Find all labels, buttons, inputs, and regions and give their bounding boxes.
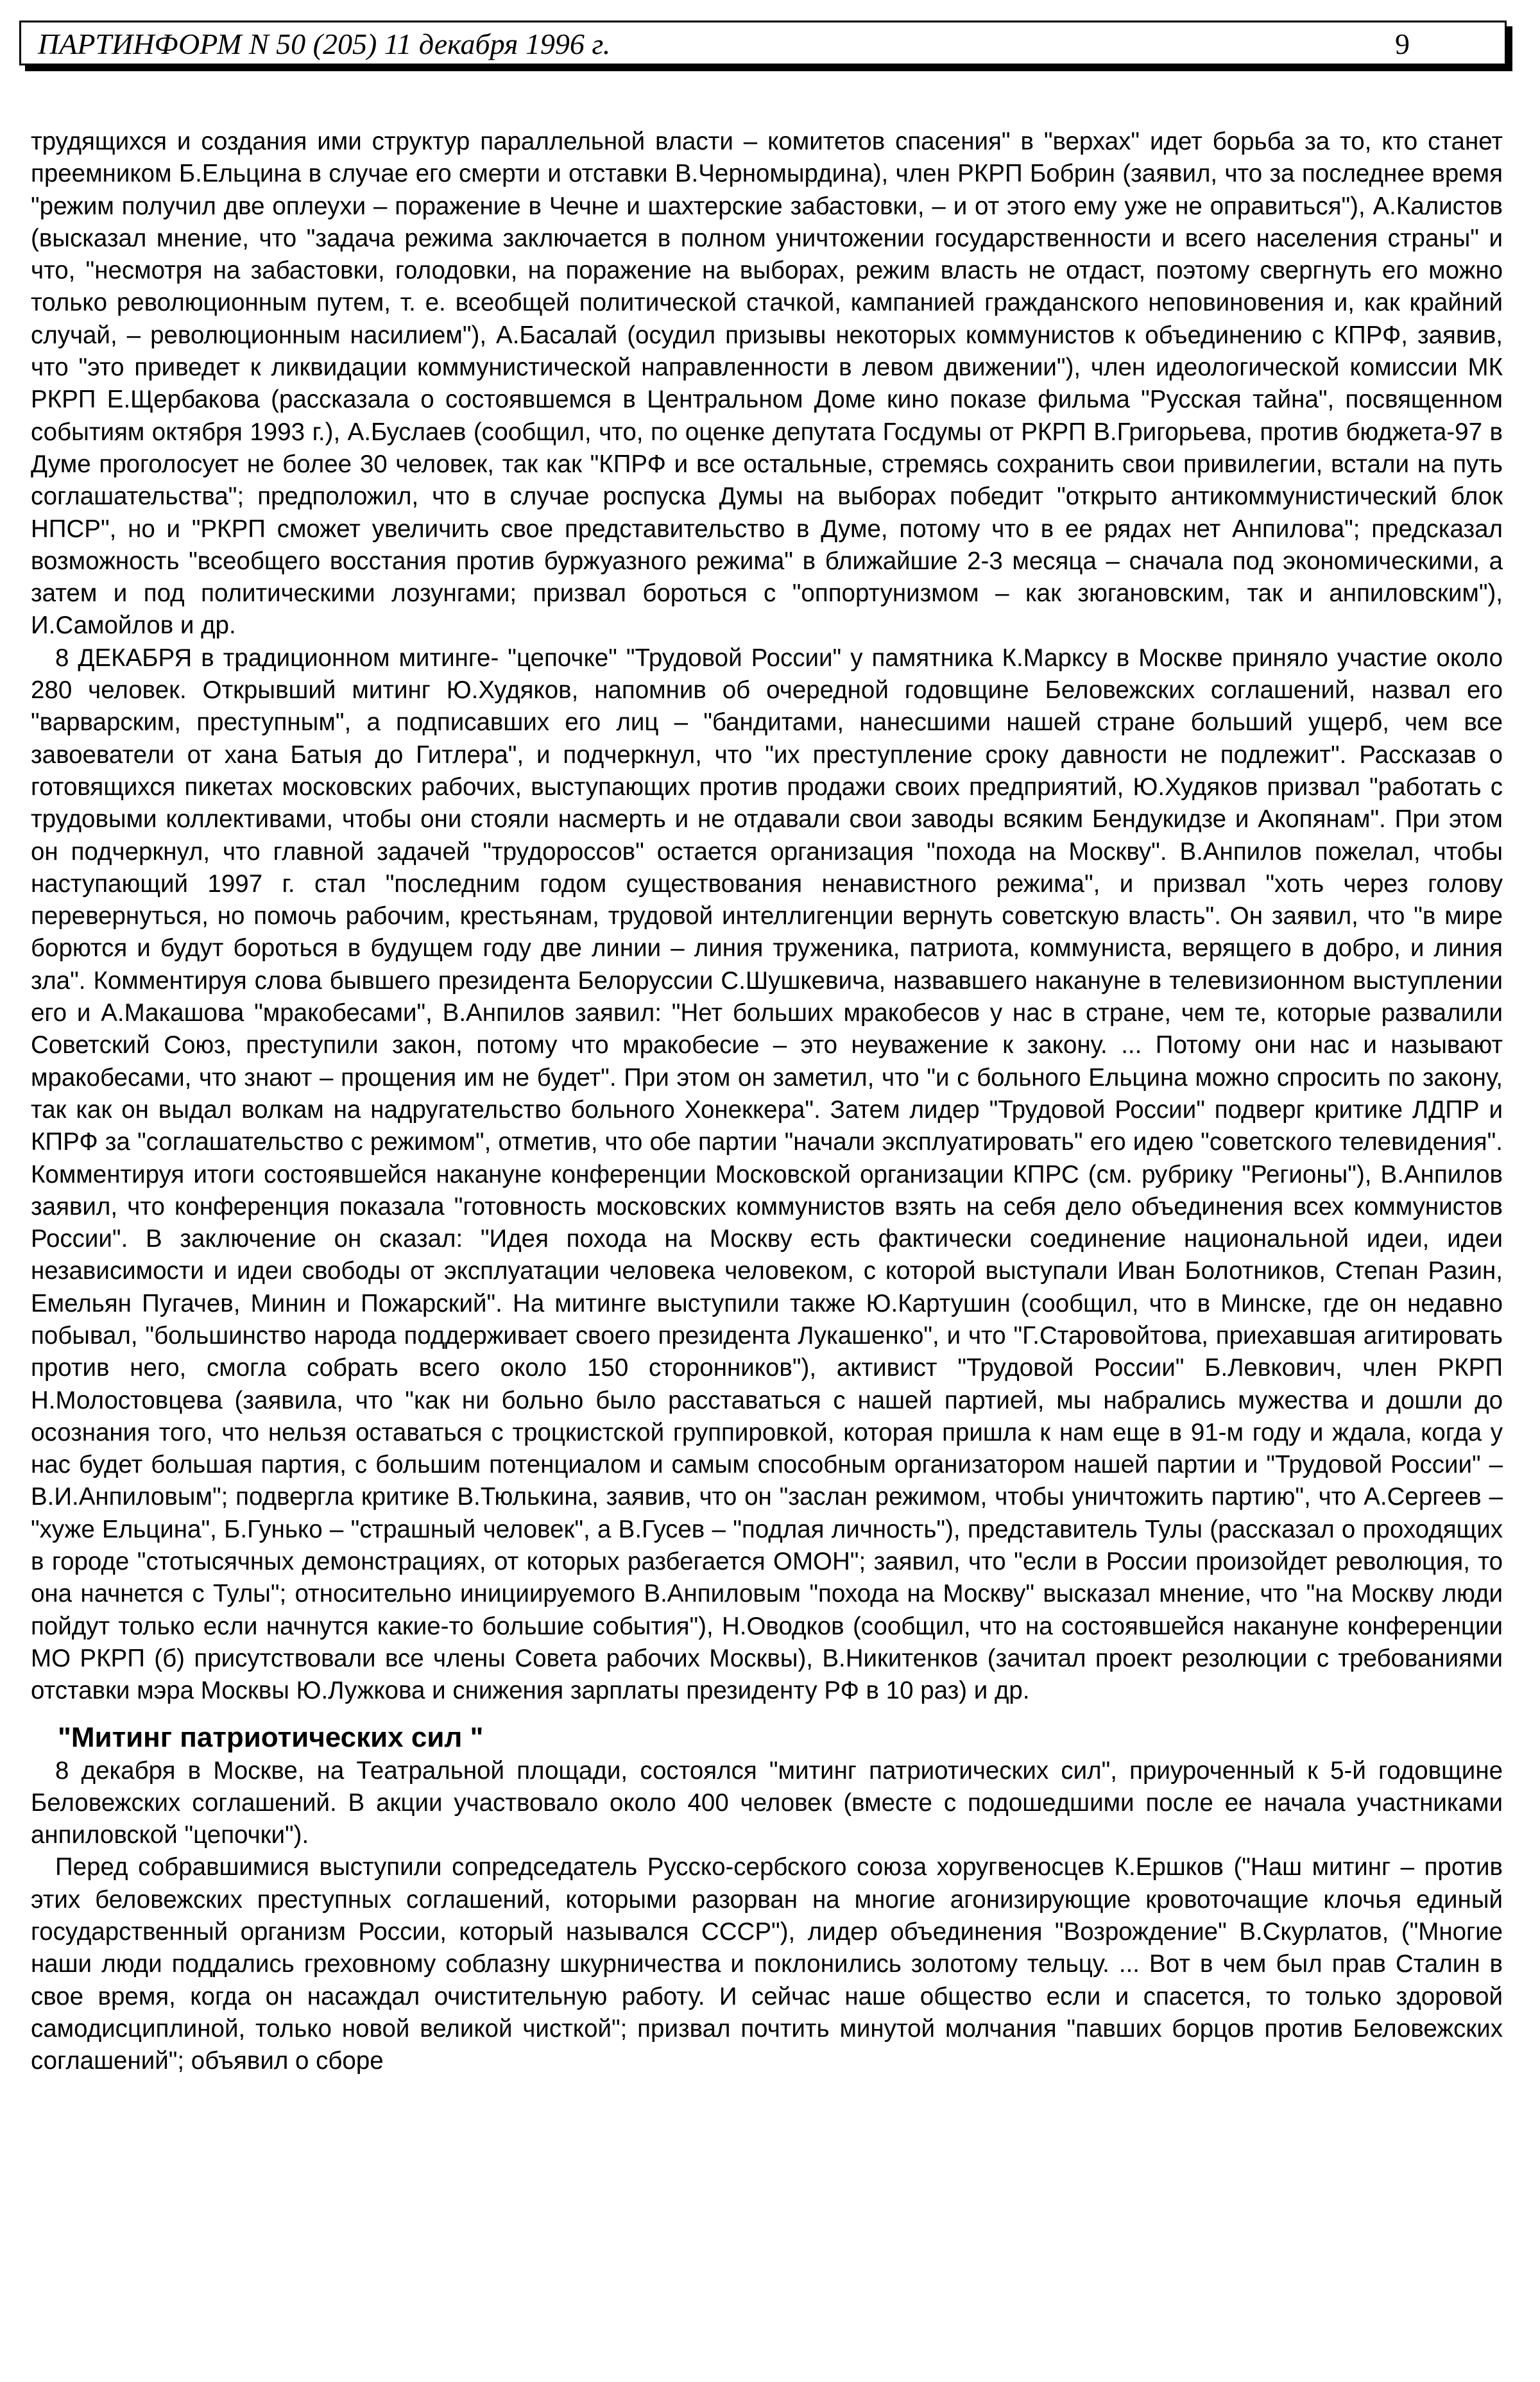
article-body xyxy=(31,126,1503,2078)
section-paragraph-intro: 8 декабря в Москве, на Театральной площади, состоялся "митинг патриотических сил", приуроченный к 5-й годовщине Беловежских соглашений. В акции участвовало около 400 человек (вместе с подошедшими после ее начала участниками анпиловской "цепочки"). xyxy=(31,1756,1503,1849)
page-number: 9 xyxy=(1395,28,1410,60)
section-heading: "Митинг патриотических сил " xyxy=(58,1721,484,1753)
body-paragraph-trudovaya-rossiya: 8 ДЕКАБРЯ в традиционном митинге- "цепочке" "Трудовой России" у памятника К.Марксу в Москве приняло участие около 280 человек. Открывший митинг Ю.Худяков, напомнив об очередной годовщине Беловежских соглашений, назвал его "варварским, преступным", а подписавших его лиц – "бандитами, нанесшими нашей стране больший ущерб, чем все завоеватели от хана Батыя до Гитлера", и подчеркнул, что "их преступление сроку давности не подлежит". Рассказав о готовящихся пикетах московских рабочих, выступающих против продажи своих предприятий, Ю.Худяков призвал "работать с трудовыми коллективами, чтобы они стояли насмерть и не отдавали свои заводы всяким Бендукидзе и Акопянам". При этом он подчеркнул, что главной задачей "трудороссов" остается организация "похода на Москву". В.Анпилов пожелал, чтобы наступающий 1997 г. стал "последним годом существования ненавистного режима", и призвал "хоть через голову перевернуться, но помочь рабочим, крестьянам, трудовой интеллигенции вернуть советскую власть". Он заявил, что "в мире борются и будут бороться в будущем году две линии – линия труженика, патриота, коммуниста, верящего в добро, и линия зла". Комментируя слова бывшего президента Белоруссии С.Шушкевича, назвавшего накануне в телевизионном выступлении его и А.Макашова "мракобесами", В.Анпилов заявил: "Нет больших мракобесов у нас в стране, чем те, которые развалили Советский Союз, преступили закон, потому что мракобесие – это неуважение к закону. ... Потому они нас и называют мракобесами, что знают – прощения им не будет". При этом он заметил, что "и с больного Ельцина можно спросить по закону, так как он выдал волкам на надругательство больного Хонеккера". Затем лидер "Трудовой России" подверг критике ЛДПР и КПРФ за "соглашательство с режимом", отметив, что обе партии "начали эксплуатировать" его идею "советского телевидения". Комментируя итоги состоявшейся накануне конференции Московской организации КПРС (см. рубрику "Регионы"), В.Анпилов заявил, что конференция показала "готовность московских коммунистов взять на себя дело объединения всех коммунистов России". В заключение он сказал: "Идея похода на Москву есть фактически соединение национальной идеи, идеи независимости и идеи свободы от эксплуатации человека человеком, с которой выступали Иван Болотников, Степан Разин, Емельян Пугачев, Минин и Пожарский". На митинге выступили также Ю.Картушин (сообщил, что в Минске, где он недавно побывал, "большинство народа поддерживает своего президента Лукашенко", и что "Г.Старовойтова, приехавшая агитировать против него, смогла собрать всего около 150 сторонников"), активист "Трудовой России" Б.Левкович, член РКРП Н.Молостовцева (заявила, что "как ни больно было расставаться с нашей партией, мы набрались мужества и дошли до осознания того, что нельзя оставаться с троцкистской группировкой, которая пришла к нам еще в 91-м году и ждала, когда у нас будет большая партия, с большим потенциалом и самым способным организатором нашей партии и "Трудовой России" – В.И.Анпиловым"; подвергла критике В.Тюлькина, заявив, что он "заслан режимом, чтобы уничтожить партию", что А.Сергеев – "хуже Ельцина", Б.Гунько – "страшный человек", а В.Гусев – "подлая личность"), представитель Тулы (рассказал о проходящих в городе "стотысячных демонстрациях, от которых разбегается ОМОН"; заявил, что "если в России произойдет революция, то она начнется с Тулы"; относительно инициируемого В.Анпиловым "похода на Москву" высказал мнение, что "на Москву люди пойдут только если начнутся какие-то большие события"), Н.Оводков (сообщил, что на состоявшейся накануне конференции МО РКРП (б) присутствовали все члены Совета рабочих Москвы), В.Никитенков (зачитал проект резолюции с требованиями отставки мэра Москвы Ю.Лужкова и снижения зарплаты президенту РФ в 10 раз) и др. xyxy=(31,644,1503,1705)
page-header xyxy=(19,21,1507,65)
body-paragraph-continued: трудящихся и создания ими структур параллельной власти – комитетов спасения" в "верхах" идет борьба за то, кто станет преемником Б.Ельцина в случае его смерти и отставки В.Черномырдина), член РКРП Бобрин (заявил, что за последнее время "режим получил две оплеухи – поражение в Чечне и шахтерские забастовки, – и от этого ему уже не оправиться"), А.Калистов (высказал мнение, что "задача режима заключается в полном уничтожении государственности и всего населения страны" и что, "несмотря на забастовки, голодовки, на поражение на выборах, режим власть не отдаст, поэтому свергнуть его можно только революционным путем, т. е. всеобщей политической стачкой, кампанией гражданского неповиновения и, как крайний случай, – революционным насилием"), А.Басалай (осудил призывы некоторых коммунистов к объединению с КПРФ, заявив, что "это приведет к ликвидации коммунистической направленности в левом движении"), член идеологической комиссии МК РКРП Е.Щербакова (рассказала о состоявшемся в Центральном Доме кино показе фильма "Русская тайна", посвященном событиям октября 1993 г.), А.Буслаев (сообщил, что, по оценке депутата Госдумы от РКРП В.Григорьева, против бюджета-97 в Думе проголосует не более 30 человек, так как "КПРФ и все остальные, стремясь сохранить свои привилегии, встали на путь соглашательства"; предположил, что в случае роспуска Думы на выборах победит "открыто антикоммунистический блок НПСР", но и "РКРП сможет увеличить свое представительство в Думе, потому что в ее рядах нет Анпилова"; предсказал возможность "всеобщего восстания против буржуазного режима" в ближайшие 2-3 месяца – сначала под экономическими, а затем и под политическими лозунгами; призвал бороться с "оппортунизмом – как зюгановским, так и анпиловским"), И.Самойлов и др. xyxy=(31,128,1503,640)
publication-title: ПАРТИНФОРМ N 50 (205) 11 декабря 1996 г. xyxy=(38,28,611,60)
section-paragraph-speakers: Перед собравшимися выступили сопредседатель Русско-сербского союза хоругвеносцев К.Ершков ("Наш митинг – против этих беловежских преступных соглашений, которыми разорван на многие агонизирующие кровоточащие клочья единый государственный организм России, который назывался СССР"), лидер объединения "Возрождение" В.Скурлатов, ("Многие наши люди поддались греховному соблазну шкурничества и поклонились золотому тельцу. ... Вот в чем был прав Сталин в свое время, когда он насаждал очистительную работу. И сейчас наше общество если и спасется, то только здоровой самодисциплиной, только новой великой чисткой"; призвал почтить минутой молчания "павших борцов против Беловежских соглашений"; объявил о сборе xyxy=(31,1853,1503,2075)
